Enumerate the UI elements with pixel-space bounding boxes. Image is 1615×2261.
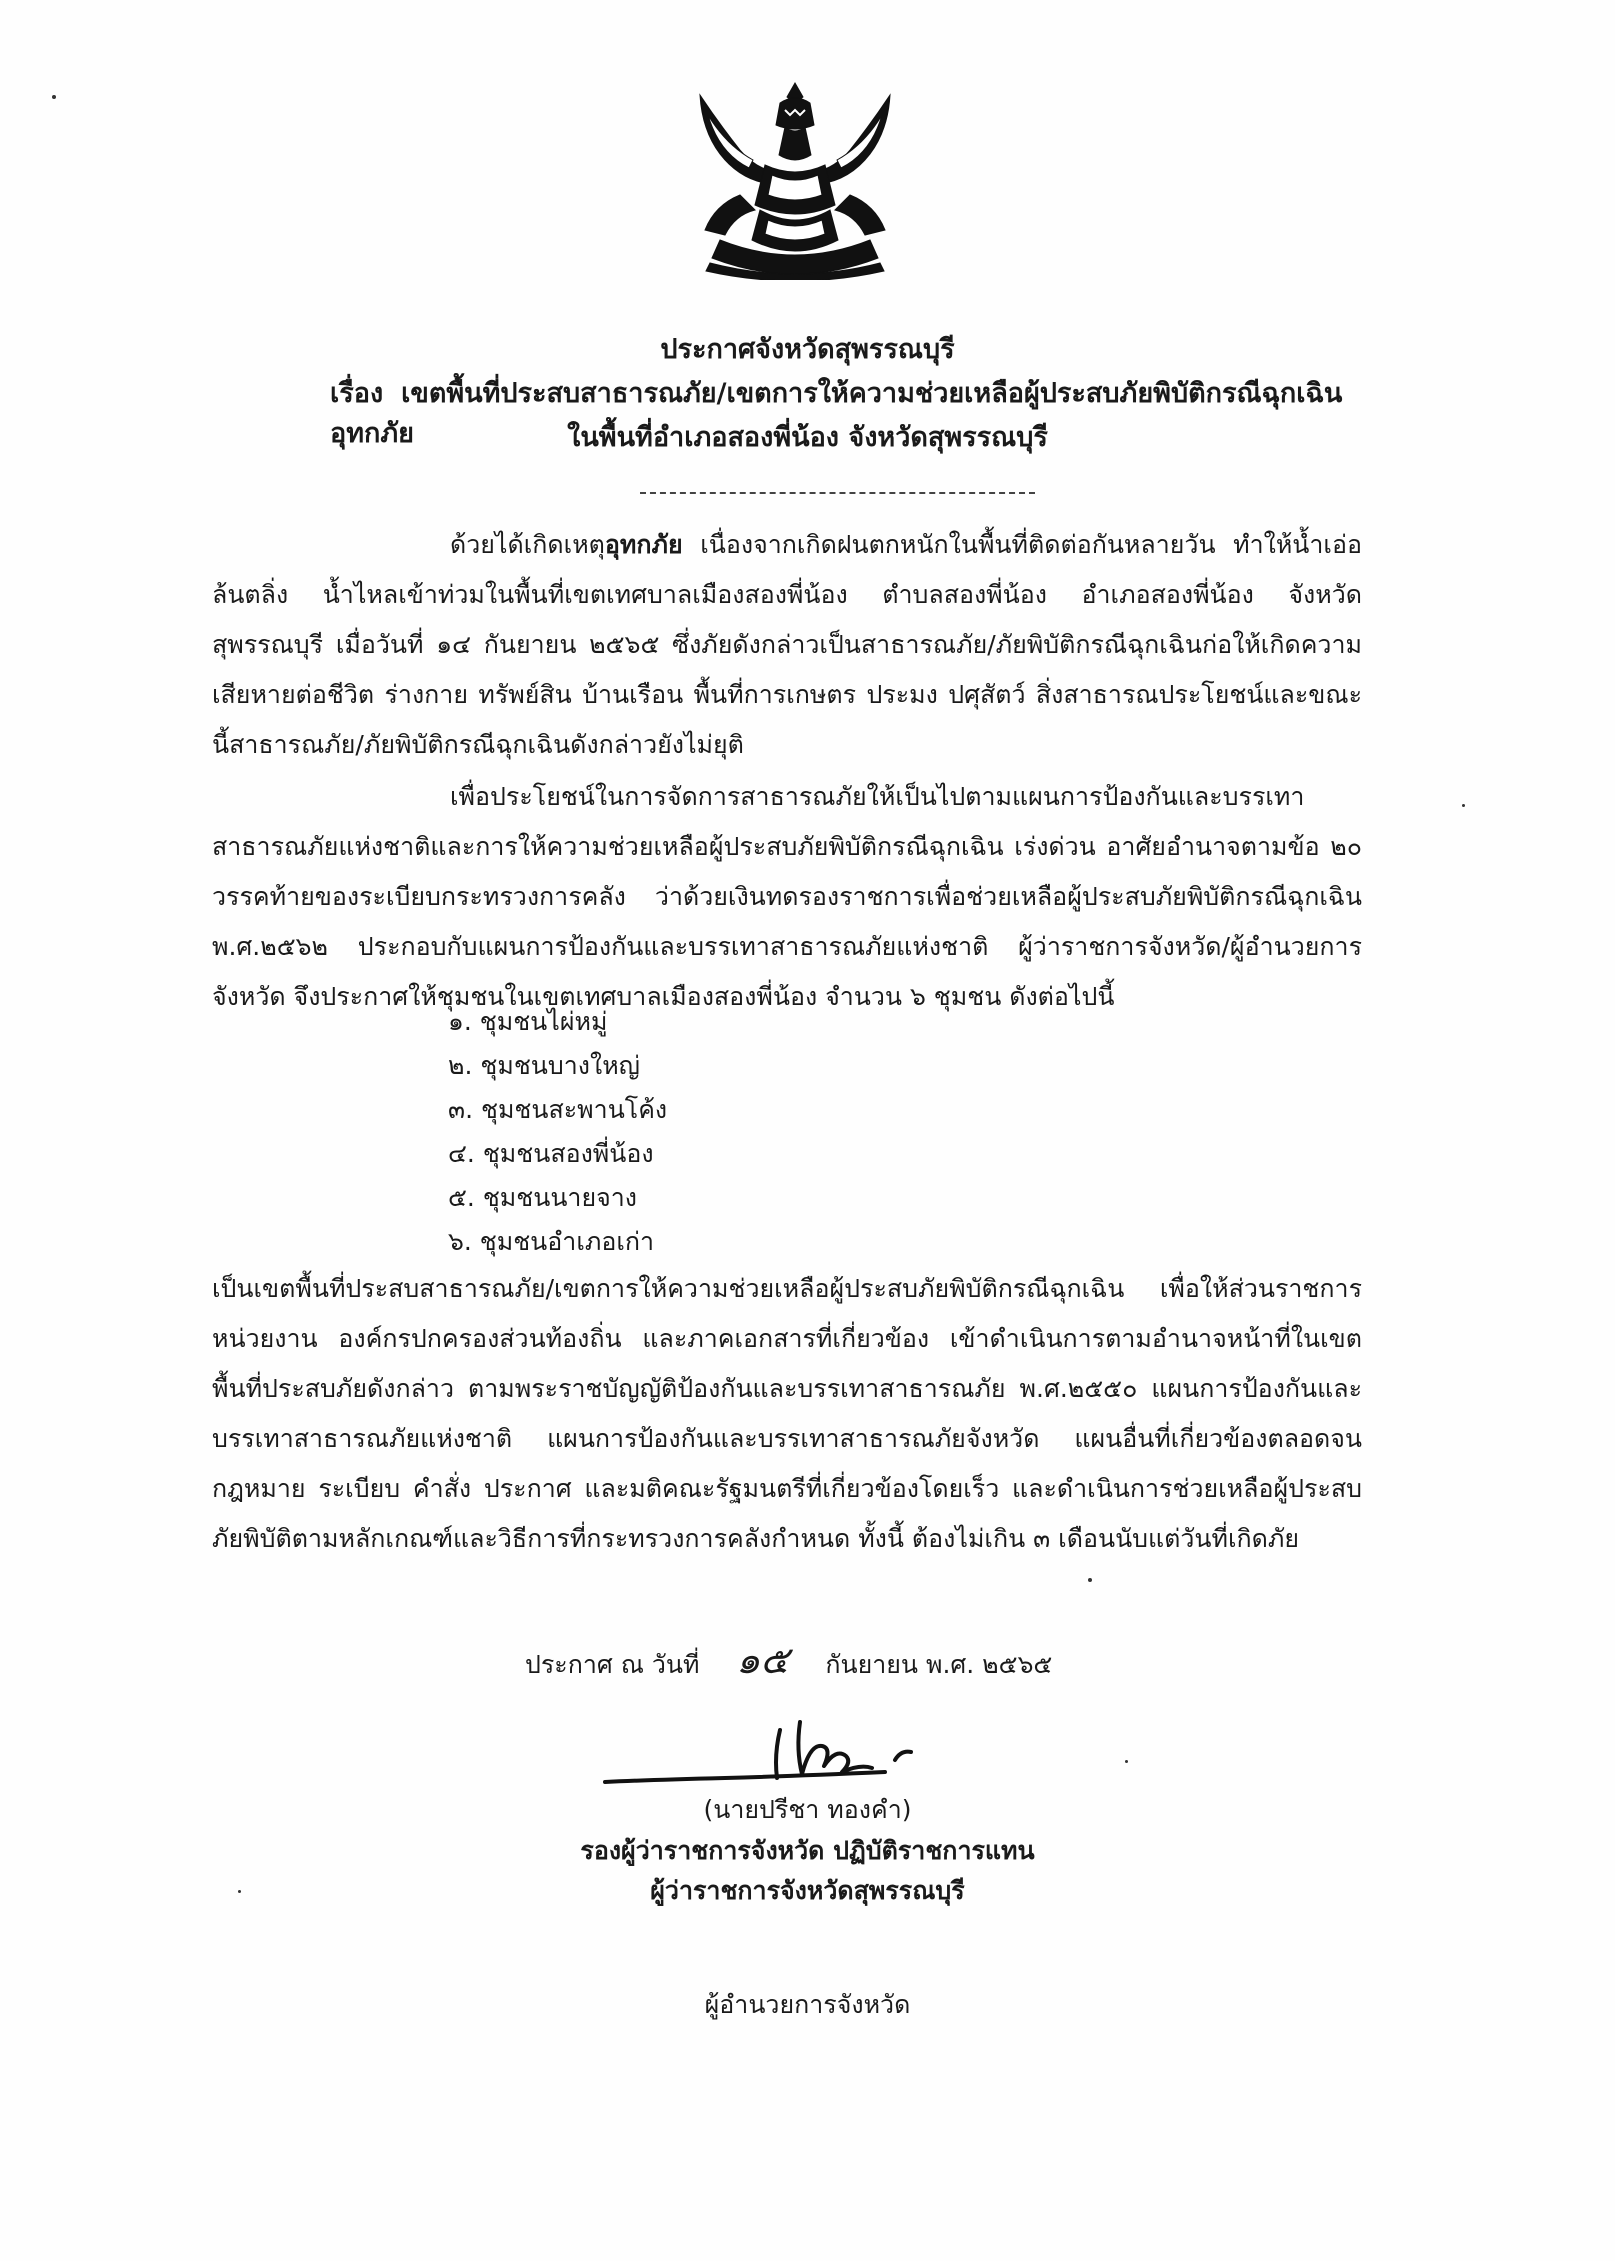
date-prefix: ประกาศ ณ วันที่ <box>525 1650 700 1679</box>
scan-speck <box>238 1890 241 1893</box>
list-item: ๔. ชุมชนสองพี่น้อง <box>448 1139 654 1168</box>
announcement-title: ประกาศจังหวัดสุพรรณบุรี <box>660 334 955 365</box>
paragraph-1-emphasis: อุทกภัย <box>604 530 683 559</box>
signer-position-1: รองผู้ว่าราชการจังหวัด ปฏิบัติราชการแทน <box>580 1836 1035 1865</box>
signer-position-2: ผู้ว่าราชการจังหวัดสุพรรณบุรี <box>650 1876 965 1905</box>
date-suffix: กันยายน พ.ศ. ๒๕๖๕ <box>825 1650 1053 1679</box>
community-list <box>448 1000 667 1264</box>
paragraph-3: เป็นเขตพื้นที่ประสบสาธารณภัย/เขตการให้ความช่วยเหลือผู้ประสบภัยพิบัติกรณีฉุกเฉิน เพื่อให้ส่วนราชการ หน่วยงาน องค์กรปกครองส่วนท้องถิ่น และภาคเอกสารที่เกี่ยวข้อง เข้าดำเนินการตามอำนาจหน้าที่ในเขตพื้นที่ประสบภัยดังกล่าว ตามพระราชบัญญัติป้องกันและบรรเทาสาธารณภัย พ.ศ.๒๕๕๐ แผนการป้องกันและบรรเทาสาธารณภัยแห่งชาติ แผนการป้องกันและบรรเทาสาธารณภัยจังหวัด แผนอื่นที่เกี่ยวข้องตลอดจนกฎหมาย ระเบียบ คำสั่ง ประกาศ และมติคณะรัฐมนตรีที่เกี่ยวข้องโดยเร็ว และดำเนินการช่วยเหลือผู้ประสบภัยพิบัติตามหลักเกณฑ์และวิธีการที่กระทรวงการคลังกำหนด ทั้งนี้ ต้องไม่เกิน ๓ เดือนนับแต่วันที่เกิดภัย <box>212 1274 1362 1553</box>
subject-label: เรื่อง <box>330 378 384 409</box>
list-item: ๒. ชุมชนบางใหญ่ <box>448 1051 640 1080</box>
header-divider <box>640 492 1035 494</box>
scan-speck <box>52 95 56 99</box>
subject-text-line2: ในพื้นที่อำเภอสองพี่น้อง จังหวัดสุพรรณบุรี <box>567 422 1048 453</box>
signer-position-3: ผู้อำนวยการจังหวัด <box>704 1990 911 2019</box>
signer-name: (นายปรีชา ทองคำ) <box>703 1795 912 1824</box>
paragraph-1-lead: ด้วยได้เกิดเหตุ <box>450 530 605 559</box>
subject-text-line1: เขตพื้นที่ประสบสาธารณภัย/เขตการให้ความช่วยเหลือผู้ประสบภัยพิบัติกรณีฉุกเฉินอุทกภัย <box>330 378 1343 449</box>
garuda-emblem-icon <box>680 75 910 280</box>
scan-speck <box>1462 804 1465 807</box>
scan-speck <box>1088 1578 1092 1582</box>
list-item: ๑. ชุมชนไผ่หมู่ <box>448 1007 608 1036</box>
scan-speck <box>1125 1760 1128 1763</box>
list-item: ๖. ชุมชนอำเภอเก่า <box>448 1227 655 1256</box>
handwritten-day: ๑๕ <box>735 1638 789 1682</box>
paragraph-2: เพื่อประโยชน์ในการจัดการสาธารณภัยให้เป็นไปตามแผนการป้องกันและบรรเทาสาธารณภัยแห่งชาติและการให้ความช่วยเหลือผู้ประสบภัยพิบัติกรณีฉุกเฉิน เร่งด่วน อาศัยอำนาจตามข้อ ๒๐ วรรคท้ายของระเบียบกระทรวงการคลัง ว่าด้วยเงินทดรองราชการเพื่อช่วยเหลือผู้ประสบภัยพิบัติกรณีฉุกเฉิน พ.ศ.๒๕๖๒ ประกอบกับแผนการป้องกันและบรรเทาสาธารณภัยแห่งชาติ ผู้ว่าราชการจังหวัด/ผู้อำนวยการจังหวัด จึงประกาศให้ชุมชนในเขตเทศบาลเมืองสองพี่น้อง จำนวน ๖ ชุมชน ดังต่อไปนี้ <box>212 782 1362 1011</box>
list-item: ๕. ชุมชนนายจาง <box>448 1183 637 1212</box>
paragraph-1-rest: เนื่องจากเกิดฝนตกหนักในพื้นที่ติดต่อกันหลายวัน ทำให้น้ำเอ่อล้นตลิ่ง น้ำไหลเข้าท่วมในพื้นที่เขตเทศบาลเมืองสองพี่น้อง ตำบลสองพี่น้อง อำเภอสองพี่น้อง จังหวัดสุพรรณบุรี เมื่อวันที่ ๑๔ กันยายน ๒๕๖๕ ซึ่งภัยดังกล่าวเป็นสาธารณภัย/ภัยพิบัติกรณีฉุกเฉินก่อให้เกิดความเสียหายต่อชีวิต ร่างกาย ทรัพย์สิน บ้านเรือน พื้นที่การเกษตร ประมง ปศุสัตว์ สิ่งสาธารณประโยชน์และขณะนี้สาธารณภัย/ภัยพิบัติกรณีฉุกเฉินดังกล่าวยังไม่ยุติ <box>212 530 1362 759</box>
list-item: ๓. ชุมชนสะพานโค้ง <box>448 1095 668 1124</box>
paragraph-1 <box>212 520 1362 770</box>
